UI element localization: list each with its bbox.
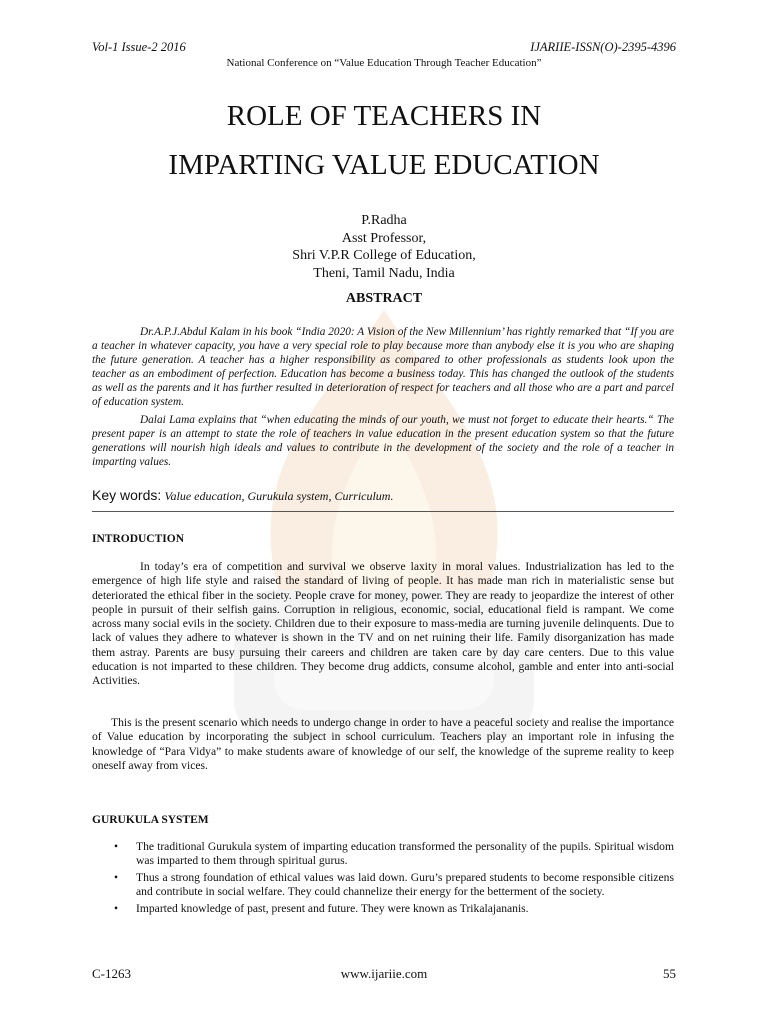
- section-divider: [92, 511, 674, 512]
- gurukula-bullet-list: [92, 840, 674, 919]
- header-conference: National Conference on “Value Education Through Teacher Education”: [226, 57, 542, 69]
- footer-page-number: 55: [663, 966, 676, 981]
- bullet-icon: •: [114, 871, 119, 884]
- list-item-text: Thus a strong foundation of ethical values was laid down. Guru’s prepared students to become responsible citizens and contribute in social welfare. They could channelize their energy for the betterment of the society.: [136, 871, 674, 898]
- header-volume-issue: Vol-1 Issue-2 2016: [92, 40, 186, 54]
- introduction-paragraph-1: In today’s era of competition and survival we observe laxity in moral values. Industrialization has led to the emergence of high life style and raised the standard of living of people. It has made man rich in materialistic sense but deteriorated the ethical fiber in the society. People crave for money, power. They are ready to jeopardize the interest of other people in pursuit of their selfish gains. Corruption in religious, economic, social, educational field is rampant. We come across many social evils in the society. Children due to their exposure to mass-media are turning juvenile delinquents. Due to lack of values they adhere to whatever is shown in the TV and on net ruining their life. Family disorganization has made them astray. Parents are busy pursuing their careers and children are taken care by day care centers. Due to this value education is not imparted to these children. They become drug addicts, consume alcohol, gamble and enter into anti-social Activities.: [92, 560, 674, 688]
- abstract-paragraph-1: Dr.A.P.J.Abdul Kalam in his book “India 2020: A Vision of the New Millennium’ has rightly remarked that “If you are a teacher in whatever capacity, you have a very special role to play because more than anybody else it is you who are shaping the future generation. A teacher has a higher responsibility as compared to other professionals as students look upon the teacher as an embodiment of perfection. Education has become a business today. This has changed the outlook of the students as well as the parents and it has further resulted in deterioration of respect for teachers and all those who are a part and parcel of education system.: [92, 326, 674, 408]
- gurukula-heading: GURUKULA SYSTEM: [92, 814, 209, 826]
- paper-title-line-2: IMPARTING VALUE EDUCATION: [168, 149, 600, 181]
- author-institution: Shri V.P.R College of Education,: [292, 248, 476, 263]
- footer-paper-id: C-1263: [92, 966, 131, 981]
- introduction-heading: INTRODUCTION: [92, 533, 185, 545]
- author-block: [0, 212, 768, 282]
- bullet-icon: •: [114, 902, 119, 915]
- author-designation: Asst Professor,: [341, 230, 427, 246]
- bullet-icon: •: [114, 840, 119, 853]
- abstract-paragraph-2: Dalai Lama explains that “when educating the minds of our youth, we must not forget to educate their hearts.“ The present paper is an attempt to state the role of teachers in value education in the present education system so that the future generations will nourish high ideals and values to contribute in the development of the society and the role of a teacher in imparting values.: [92, 414, 674, 468]
- list-item: [92, 871, 674, 899]
- list-item-text: The traditional Gurukula system of imparting education transformed the personality of the pupils. Spiritual wisdom was imparted to them through spiritual gurus.: [136, 840, 674, 867]
- header-issn: IJARIIE-ISSN(O)-2395-4396: [530, 40, 676, 54]
- author-name: P.Radha: [361, 213, 407, 228]
- author-location: Theni, Tamil Nadu, India: [313, 265, 455, 281]
- list-item-text: Imparted knowledge of past, present and future. They were known as Trikalajananis.: [136, 902, 529, 915]
- footer-website-link[interactable]: www.ijariie.com: [340, 966, 428, 981]
- introduction-paragraph-2: This is the present scenario which needs to undergo change in order to have a peaceful society and realise the importance of Value education by incorporating the subject in school curriculum. Teachers play an important role in infusing the knowledge of “Para Vidya” to make students aware of knowledge of our self, the knowledge of the supreme reality to keep oneself away from vices.: [92, 716, 674, 772]
- keywords-label: Key words:: [92, 487, 162, 503]
- paper-title-line-1: ROLE OF TEACHERS IN: [226, 100, 542, 132]
- keywords-line: [92, 487, 393, 504]
- list-item: [92, 902, 674, 916]
- keywords-value: Value education, Gurukula system, Curriculum.: [164, 489, 394, 503]
- abstract-heading: ABSTRACT: [345, 291, 423, 306]
- list-item: [92, 840, 674, 868]
